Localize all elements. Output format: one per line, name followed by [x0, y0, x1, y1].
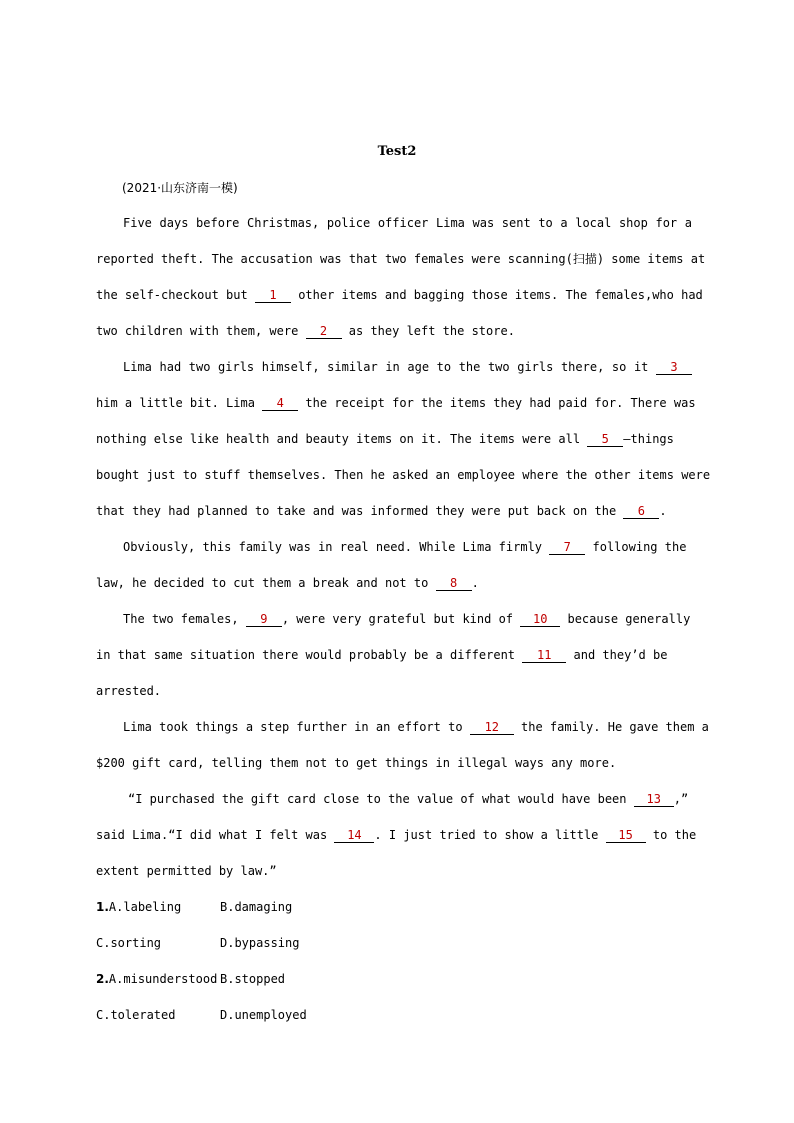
- question-2-option-b[interactable]: B.stopped: [220, 972, 286, 986]
- question-1-option-b[interactable]: B.damaging: [220, 900, 293, 914]
- blank-10[interactable]: 10: [520, 612, 560, 627]
- blank-2[interactable]: 2: [306, 324, 342, 339]
- blank-15[interactable]: 15: [606, 828, 646, 843]
- blank-7[interactable]: 7: [549, 540, 585, 555]
- question-2-option-a[interactable]: 2.A.misunderstood: [96, 972, 218, 986]
- question-2-option-d[interactable]: D.unemployed: [220, 1008, 307, 1022]
- passage-line: in that same situation there would probably be a different 11 and they’d be: [96, 648, 668, 662]
- passage-line: nothing else like health and beauty items on it. The items were all 5 —things: [96, 432, 674, 446]
- question-1-option-c[interactable]: C.sorting: [96, 936, 162, 950]
- question-2-option-c[interactable]: C.tolerated: [96, 1008, 176, 1022]
- blank-12[interactable]: 12: [470, 720, 514, 735]
- passage-line: Five days before Christmas, police officer Lima was sent to a local shop for a: [123, 216, 692, 230]
- question-number: 2.: [96, 972, 109, 986]
- passage-line: Lima had two girls himself, similar in age to the two girls there, so it 3: [123, 357, 692, 377]
- passage-line: $200 gift card, telling them not to get things in illegal ways any more.: [96, 756, 617, 770]
- blank-13[interactable]: 13: [634, 792, 674, 807]
- blank-1[interactable]: 1: [255, 288, 291, 303]
- passage-line: two children with them, were 2 as they left the store.: [96, 324, 515, 338]
- passage-line: “I purchased the gift card close to the value of what would have been 13 ,”: [128, 792, 689, 806]
- passage-line: The two females, 9 , were very grateful but kind of 10 because generally: [123, 612, 691, 626]
- blank-4[interactable]: 4: [262, 396, 298, 411]
- blank-14[interactable]: 14: [334, 828, 374, 843]
- passage-line: extent permitted by law.”: [96, 864, 277, 878]
- blank-8[interactable]: 8: [436, 576, 472, 591]
- blank-5[interactable]: 5: [587, 432, 623, 447]
- passage-line: Lima took things a step further in an effort to 12 the family. He gave them a: [123, 720, 709, 734]
- passage-line: reported theft. The accusation was that two females were scanning(扫描) some items at: [96, 252, 706, 266]
- passage-line: that they had planned to take and was informed they were put back on the 6 .: [96, 504, 667, 518]
- page-title: Test2: [377, 144, 417, 159]
- question-number: 1.: [96, 900, 109, 914]
- passage-line: him a little bit. Lima 4 the receipt for the items they had paid for. There was: [96, 396, 696, 410]
- blank-6[interactable]: 6: [623, 504, 659, 519]
- blank-9[interactable]: 9: [246, 612, 282, 627]
- question-1-option-d[interactable]: D.bypassing: [220, 936, 300, 950]
- blank-11[interactable]: 11: [522, 648, 566, 663]
- blank-3[interactable]: 3: [656, 360, 692, 375]
- passage-line: law, he decided to cut them a break and not to 8 .: [96, 576, 479, 590]
- passage-line: the self-checkout but 1 other items and bagging those items. The females,who had: [96, 288, 703, 302]
- passage-line: bought just to stuff themselves. Then he asked an employee where the other items were: [96, 468, 711, 482]
- passage-line: Obviously, this family was in real need. While Lima firmly 7 following the: [123, 540, 687, 554]
- question-1-option-a[interactable]: 1.A.labeling: [96, 900, 182, 914]
- source-note: (2021·山东济南一模): [122, 181, 238, 195]
- passage-line: said Lima.“I did what I felt was 14 . I just tried to show a little 15 to the: [96, 828, 697, 842]
- passage-line: arrested.: [96, 684, 162, 698]
